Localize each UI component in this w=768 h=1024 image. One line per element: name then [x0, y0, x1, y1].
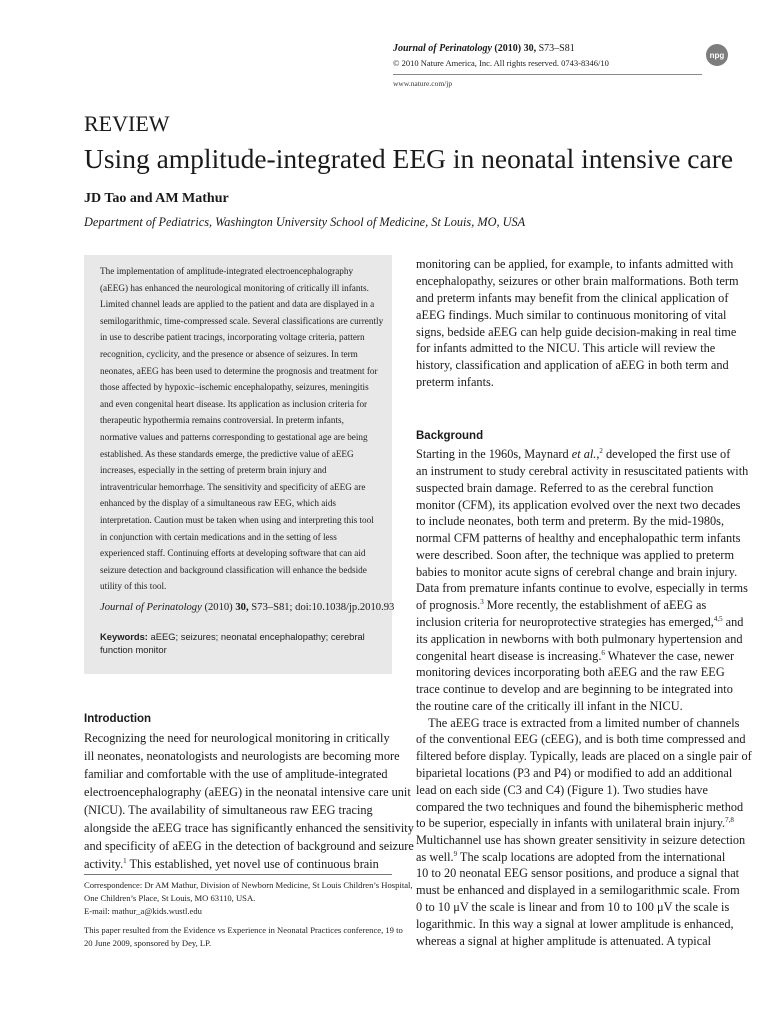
article-title: Using amplitude-integrated EEG in neonatal intensive care — [84, 143, 734, 174]
citation-year: (2010) — [204, 602, 233, 613]
email-link[interactable]: E-mail: mathur_a@kids.wustl.edu — [84, 906, 202, 916]
body-line: biparietal locations (P3 and P4) or modified to add an additional — [416, 766, 733, 780]
citation-journal: Journal of Perinatology — [100, 602, 202, 613]
body-line: logarithmic. In this way a signal at lower amplitude is enhanced, — [416, 917, 734, 931]
body-line: 10 to 20 neonatal EEG sensor positions, and produce a signal that — [416, 866, 740, 880]
body-line: monitoring can be applied, for example, to infants admitted with — [416, 257, 734, 271]
introduction-heading: Introduction — [84, 713, 152, 725]
journal-pages: S73–S81 — [538, 43, 575, 54]
body-line: alongside the aEEG trace has significantly enhanced the sensitivity — [84, 821, 414, 835]
body-line — [416, 816, 734, 831]
body-line: Recognizing the need for neurological monitoring in critically — [84, 731, 390, 745]
body-line: 0 to 10 μV the scale is linear and from 10 to 100 μV the scale is — [416, 900, 730, 914]
section-label: REVIEW — [84, 111, 170, 136]
body-text: as well. — [416, 850, 454, 864]
body-text-italic: et al. — [571, 447, 597, 461]
citation-doi: S73–S81; doi:10.1038/jp.2010.93 — [251, 602, 395, 613]
body-text: congenital heart disease is increasing. — [416, 649, 602, 663]
header-divider — [393, 74, 702, 75]
body-line: normal CFM patterns of healthy and encephalopathic term infants — [416, 531, 741, 545]
journal-volume: 30, — [523, 43, 537, 54]
abstract-line: increases, especially in the setting of preterm brain injury and — [100, 465, 327, 476]
abstract-line: The implementation of amplitude-integrated electroencephalography — [100, 266, 354, 276]
journal-year: (2010) — [494, 43, 522, 54]
body-text: More recently, the establishment of aEEG as — [483, 598, 707, 612]
body-text: and — [722, 615, 744, 629]
body-line — [84, 857, 379, 872]
body-line: its application in newborns with both pulmonary hypertension and — [416, 632, 743, 646]
body-line: Data from premature infants continue to evolve, especially in terms — [416, 581, 748, 595]
body-line: of the conventional EEG (cEEG), and is both time compressed and — [416, 732, 746, 746]
body-line: monitor (CFM), its application evolved over the next two decades — [416, 498, 741, 512]
background-heading: Background — [416, 430, 484, 442]
body-line: encephalopathy, seizures or other brain malformations. Both term — [416, 274, 739, 288]
citation-ref-3[interactable]: 3 — [480, 597, 484, 606]
body-line: babies to monitor acute signs of cerebral change and brain injury. — [416, 565, 738, 579]
body-line: the routine care of the critically ill infant in the NICU. — [416, 699, 683, 713]
footnote-line: One Children’s Place, St Louis, MO 63110, USA. — [84, 893, 256, 903]
citation-ref-6[interactable]: 6 — [601, 648, 605, 657]
body-line: and preterm infants may benefit from the clinical application of — [416, 291, 729, 305]
abstract-line: in conjunction with certain medications and in the setting of less — [100, 531, 337, 542]
copyright-line: © 2010 Nature America, Inc. All rights reserved. 0743-8346/10 — [393, 58, 609, 68]
journal-url-link[interactable]: www.nature.com/jp — [393, 79, 453, 88]
abstract-line: experienced staff. Continuing efforts at developing software that can aid — [100, 548, 366, 559]
body-text: inclusion criteria for neuroprotective strategies has emerged, — [416, 615, 714, 629]
abstract-line: neonates, aEEG has been used to determine the prognosis and treatment for — [100, 365, 378, 376]
body-line: whereas a signal at higher amplitude is attenuated. A typical — [416, 934, 712, 948]
abstract-line: Limited channel leads are applied to the patient and data are displayed in a — [100, 299, 375, 310]
body-line: preterm infants. — [416, 375, 494, 389]
body-text: developed the first use of — [602, 447, 731, 461]
body-line: compared the two techniques and found the bihemispheric method — [416, 800, 744, 814]
keywords-text: aEEG; seizures; neonatal encephalopathy; cerebral function monitor — [100, 631, 365, 655]
footnote-line: This paper resulted from the Evidence vs Experience in Neonatal Practices conference, 19 to — [84, 925, 403, 935]
footnote-line: 20 June 2009, sponsored by Dey, LP. — [84, 938, 212, 948]
footnote-line: Correspondence: Dr AM Mathur, Division of Newborn Medicine, St Louis Children’s Hospital, — [84, 880, 413, 890]
abstract-line: those affected by hypoxic–ischemic encephalopathy, seizures, meningitis — [100, 382, 369, 393]
body-line: (NICU). The availability of simultaneous raw EEG tracing — [84, 803, 373, 817]
body-line: signs, bedside aEEG can help guide decision-making in real time — [416, 325, 737, 339]
abstract-line: in use to describe patient tracings, incorporating voltage criteria, pattern — [100, 332, 365, 343]
abstract-line: utility of this tool. — [100, 581, 167, 592]
journal-header — [393, 42, 693, 70]
citation-ref-1[interactable]: 1 — [123, 856, 127, 865]
body-line: familiar and comfortable with the use of amplitude-integrated — [84, 767, 388, 781]
npg-logo: npg — [706, 44, 728, 66]
author-list: JD Tao and AM Mathur — [84, 191, 229, 206]
body-line: must be enhanced and displayed in a semilogarithmic scale. From — [416, 883, 740, 897]
body-text: Whatever the case, newer — [604, 649, 735, 663]
body-line: for infants admitted to the NICU. This article will review the — [416, 341, 716, 355]
journal-name: Journal of Perinatology — [393, 43, 492, 54]
abstract-line: normative values and patterns corresponding to gestational age are being — [100, 432, 368, 442]
body-line: aEEG findings. Much similar to continuous monitoring of vital — [416, 308, 727, 322]
abstract-line: established. As these standards emerge, the predictive value of aEEG — [100, 448, 354, 459]
body-text: of prognosis. — [416, 598, 481, 612]
keywords-label: Keywords: — [100, 631, 148, 642]
body-line: trace continue to develop and are beginning to be integrated into — [416, 682, 733, 696]
citation-volume: 30, — [235, 602, 249, 613]
abstract-line: intraventricular hemorrhage. The sensitivity and specificity of aEEG are — [100, 481, 366, 492]
abstract-line: seizure detection and background classification will enhance the bedside — [100, 564, 367, 575]
body-line: Multichannel use has shown greater sensitivity in seizure detection — [416, 833, 746, 847]
body-line: were described. Soon after, the technique was applied to preterm — [416, 548, 735, 562]
body-line — [416, 598, 706, 613]
body-line: The aEEG trace is extracted from a limited number of channels — [416, 716, 740, 730]
body-text: This established, yet novel use of continuous brain — [126, 857, 379, 871]
body-text: The scalp locations are adopted from the international — [457, 850, 726, 864]
body-line — [416, 850, 725, 865]
body-line: and specificity of aEEG in the detection of background and seizure — [84, 839, 414, 853]
body-line: lead on each side (C3 and C4) (Figure 1). Two studies have — [416, 783, 708, 797]
body-text: Starting in the 1960s, Maynard — [416, 447, 572, 461]
abstract-line: therapeutic hypothermia remains controversial. In preterm infants, — [100, 415, 344, 426]
body-line: suspected brain damage. Referred to as the cerebral function — [416, 481, 714, 495]
abstract-line: recognition, cyclicity, and the presence or absence of seizures. In term — [100, 349, 358, 359]
body-text: to be superior, especially in infants with unilateral brain injury. — [416, 816, 726, 830]
citation-ref-9[interactable]: 9 — [453, 849, 458, 858]
body-line: Starting in the 1960s, Maynard et al.,$^2$ developed the first use of — [416, 446, 731, 461]
citation-ref-7-8[interactable]: 7,8 — [725, 815, 734, 824]
citation-ref-2[interactable]: 2 — [599, 446, 603, 455]
body-line — [416, 615, 743, 630]
author-affiliation: Department of Pediatrics, Washington University School of Medicine, St Louis, MO, USA — [84, 215, 526, 229]
abstract-line: enhanced by the display of a simultaneous raw EEG, which aids — [100, 498, 337, 509]
body-line: filtered before display. Typically, leads are placed on a single pair of — [416, 749, 752, 763]
body-line: electroencephalography (aEEG) in the neonatal intensive care unit — [84, 785, 411, 799]
body-line: history, classification and application of aEEG in both term and — [416, 358, 729, 372]
body-line: monitoring devices incorporating both aEEG and the raw EEG — [416, 665, 725, 679]
journal-reference — [393, 42, 693, 56]
abstract-line: semilogarithmic, time-compressed scale. Several classifications are currently — [100, 315, 384, 326]
body-line: an instrument to study cerebral activity in resuscitated patients with — [416, 464, 749, 478]
body-line — [416, 649, 734, 664]
keywords — [100, 631, 385, 656]
body-line: to include neonates, both term and preterm. By the mid-1980s, — [416, 514, 725, 528]
abstract-line: (aEEG) has enhanced the neurological monitoring of critically ill infants. — [100, 282, 369, 293]
abstract-citation — [100, 602, 394, 613]
abstract-line: interpretation. Caution must be taken when using and interpreting this tool — [100, 515, 374, 525]
body-line: ill neonates, neonatologists and neurologists are becoming more — [84, 749, 400, 763]
footnote-divider — [84, 874, 392, 875]
body-text: activity. — [84, 857, 124, 871]
abstract-line: and even congenital heart disease. Its application as inclusion criteria for — [100, 398, 368, 409]
citation-ref-4-5[interactable]: 4,5 — [713, 614, 723, 623]
